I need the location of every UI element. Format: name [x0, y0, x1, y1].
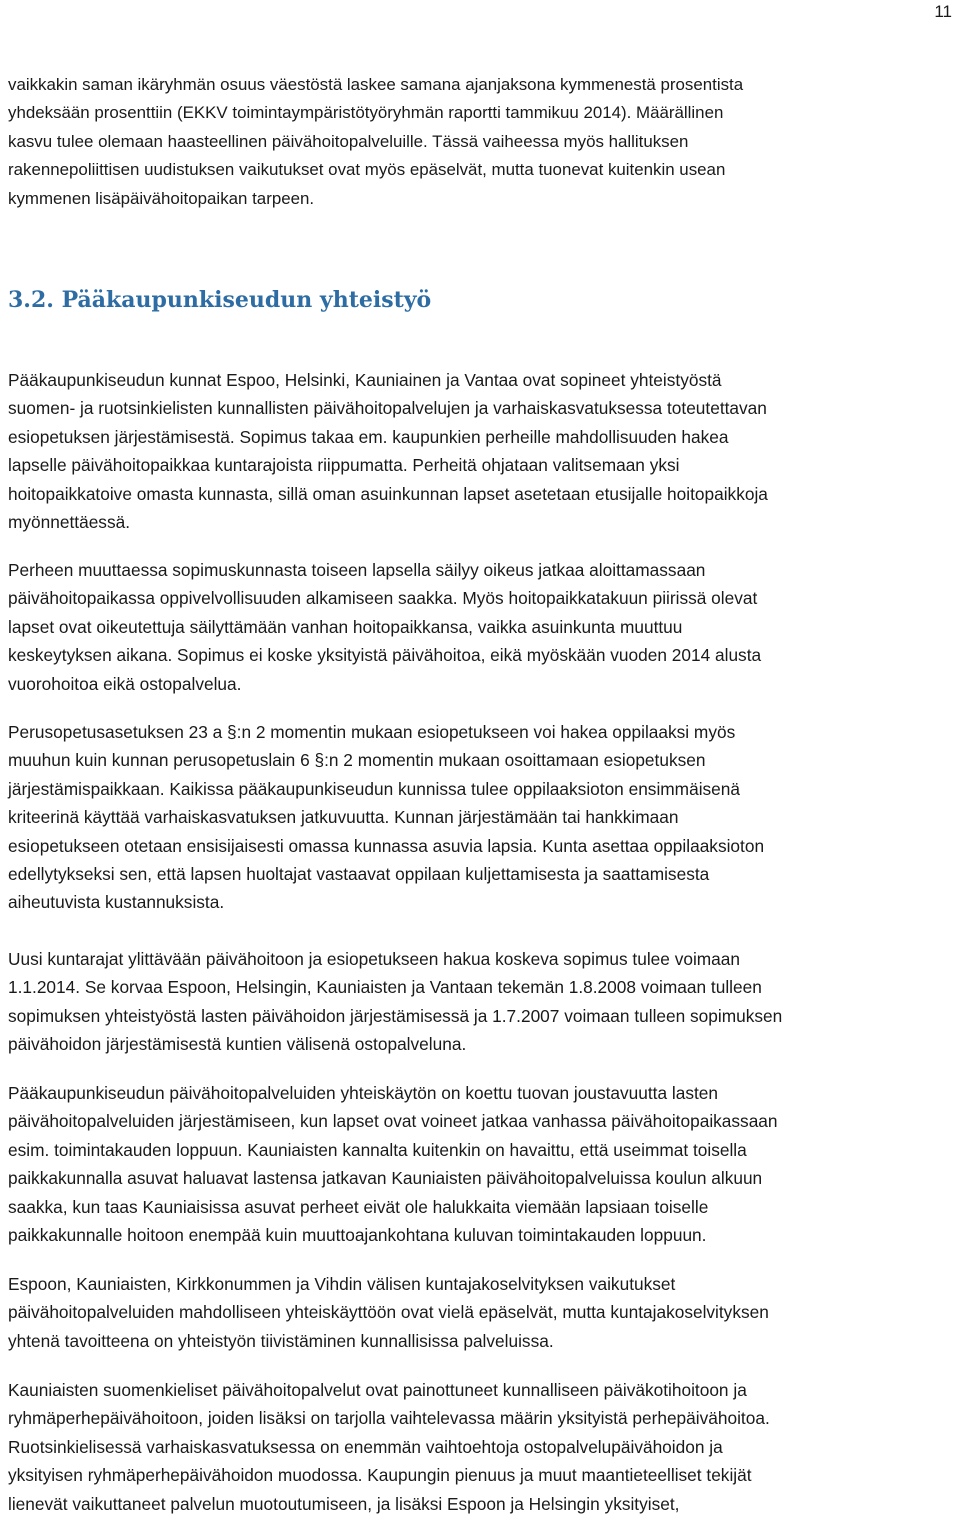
text-line: sopimuksen yhteistyöstä lasten päivähoidon järjestämisessä ja 1.7.2007 voimaan tulleen sopimuksen	[8, 1005, 783, 1026]
intro-text	[8, 71, 958, 213]
paragraph-text	[8, 945, 958, 1059]
text-line: suomen- ja ruotsinkielisten kunnallisten päivähoitopalvelujen ja varhaiskasvatuksessa toteutettavan	[8, 398, 767, 419]
text-line: lapset ovat oikeutettuja säilyttämään vanhan hoitopaikkansa, vaikka asuinkunta muuttuu	[8, 616, 683, 637]
text-line: esiopetukseen otetaan ensisijaisesti omassa kunnassa asuvia lapsia. Kunta asettaa oppilaaksioton	[8, 835, 765, 856]
paragraph-text	[8, 366, 958, 536]
text-line: saakka, kun taas Kauniaisissa asuvat perheet eivät ole halukkaita viemään lapsiaan toiselle	[8, 1196, 709, 1217]
text-line: Perusopetusasetuksen 23 a §:n 2 momentin mukaan esiopetukseen voi hakea oppilaaksi myös	[8, 722, 736, 742]
paragraph-7	[8, 1376, 958, 1518]
text-line: hoitopaikkatoive omasta kunnasta, sillä oman asuinkunnan lapset asetetaan etusijalle hoitopaikkoja	[8, 483, 768, 504]
text-line: vuorohoitoa eikä ostopalvelua.	[8, 673, 242, 694]
text-line: Ruotsinkielisessä varhaiskasvatuksessa on enemmän vaihtoehtoja ostopalvelupäivähoidon ja	[8, 1436, 723, 1457]
intro-paragraph	[8, 71, 958, 213]
text-line: päivähoitopalveluiden järjestämiseen, kun lapset ovat voineet jatkaa vanhassa päivähoitopaikassaan	[8, 1111, 778, 1132]
text-line: myönnettäessä.	[8, 512, 130, 533]
text-line: lienevät vaikuttaneet palvelun muotoutumiseen, ja lisäksi Espoon ja Helsingin yksityiset,	[8, 1493, 680, 1514]
text-line: lapselle päivähoitopaikkaa kuntarajoista riippumatta. Perheitä ohjataan valitsemaan yksi	[8, 455, 680, 476]
text-line: aiheutuvista kustannuksista.	[8, 892, 225, 913]
text-line: kasvu tulee olemaan haasteellinen päivähoitopalveluille. Tässä vaiheessa myös hallituksen	[8, 131, 689, 151]
text-line: yksityisen ryhmäperhepäivähoidon muodossa. Kaupungin pienuus ja muut maantieteelliset tekijät	[8, 1465, 752, 1486]
text-line: Kauniaisten suomenkieliset päivähoitopalvelut ovat painottuneet kunnalliseen päiväkotihoitoon ja	[8, 1380, 747, 1400]
text-line: päivähoidon järjestämisestä kuntien välisenä ostopalveluna.	[8, 1034, 467, 1055]
paragraph-text	[8, 556, 958, 698]
paragraph-6	[8, 1270, 958, 1355]
text-line: Uusi kuntarajat ylittävään päivähoitoon ja esiopetukseen hakua koskeva sopimus tulee voimaan	[8, 949, 741, 969]
text-line: keskeytyksen aikana. Sopimus ei koske yksityistä päivähoitoa, eikä myöskään vuoden 2014 alusta	[8, 645, 762, 666]
text-line: esiopetuksen järjestämisestä. Sopimus takaa em. kaupunkien perheille mahdollisuuden hakea	[8, 426, 729, 447]
text-line: paikkakunnalle hoitoon enempää kuin muuttoajankohtana kuluvan toimintakauden loppuun.	[8, 1225, 707, 1246]
text-line: muuhun kuin kunnan perusopetuslain 6 §:n 2 momentin mukaan osoittamaan esiopetuksen	[8, 750, 706, 771]
text-line: järjestämispaikkaan. Kaikissa pääkaupunkiseudun kunnissa tulee oppilaaksioton ensimmäisenä	[8, 778, 741, 799]
paragraph-text	[8, 1376, 958, 1518]
text-line: vaikkakin saman ikäryhmän osuus väestöstä laskee samana ajanjaksona kymmenestä prosentista	[8, 75, 744, 94]
text-line: paikkakunnalla asuvat haluavat lastensa jatkavan Kauniaisten päivähoitopalveluissa koulun alkuun	[8, 1168, 763, 1189]
text-line: kymmenen lisäpäivähoitopaikan tarpeen.	[8, 188, 315, 208]
text-line: päivähoitopaikassa oppivelvollisuuden alkamiseen saakka. Myös hoitopaikkatakuun piirissä olevat	[8, 588, 758, 609]
paragraph-3	[8, 718, 958, 917]
text-line: Espoon, Kauniaisten, Kirkkonummen ja Vihdin välisen kuntajakoselvityksen vaikutukset	[8, 1274, 676, 1294]
text-line: yhdeksään prosenttiin (EKKV toimintaympäristötyöryhmän raportti tammikuu 2014). Määrällinen	[8, 103, 724, 123]
paragraph-4	[8, 945, 958, 1059]
paragraph-5	[8, 1079, 958, 1249]
text-line: edellytykseksi sen, että lapsen huoltajat vastaavat oppilaan kuljettamisesta ja saattamisesta	[8, 864, 710, 885]
text-line: 1.1.2014. Se korvaa Espoon, Helsingin, Kauniaisten ja Vantaan tekemän 1.8.2008 voimaan tulleen	[8, 977, 762, 998]
text-line: kriteerinä käyttää varhaiskasvatuksen jatkuvuutta. Kunnan järjestämään tai hankkimaan	[8, 807, 679, 828]
paragraph-2	[8, 556, 958, 698]
paragraph-text	[8, 1270, 958, 1355]
page-number: 11	[934, 2, 952, 21]
text-line: Pääkaupunkiseudun kunnat Espoo, Helsinki, Kauniainen ja Vantaa ovat sopineet yhteistyöstä	[8, 370, 722, 390]
section-heading: 3.2. Pääkaupunkiseudun yhteistyö	[8, 287, 432, 313]
text-line: yhtenä tavoitteena on yhteistyön tiivistäminen kunnallisissa palveluissa.	[8, 1330, 554, 1351]
paragraph-text	[8, 1079, 958, 1249]
text-line: Perheen muuttaessa sopimuskunnasta toiseen lapsella säilyy oikeus jatkaa aloittamassaan	[8, 560, 706, 580]
text-line: esim. toimintakauden loppuun. Kauniaisten kannalta kuitenkin on havaittu, että useimmat toisella	[8, 1139, 747, 1160]
paragraph-1	[8, 366, 958, 536]
text-line: rakennepoliittisen uudistuksen vaikutukset ovat myös epäselvät, mutta tuonevat kuitenkin usean	[8, 160, 726, 180]
text-line: ryhmäperhepäivähoitoon, joiden lisäksi on tarjolla vaihtelevassa määrin yksityistä perhepäivähoitoa.	[8, 1408, 770, 1429]
paragraph-text	[8, 718, 958, 917]
text-line: päivähoitopalveluiden mahdolliseen yhteiskäyttöön ovat vielä epäselvät, mutta kuntajakoselvityksen	[8, 1302, 769, 1323]
text-line: Pääkaupunkiseudun päivähoitopalveluiden yhteiskäytön on koettu tuovan joustavuutta lasten	[8, 1083, 718, 1103]
